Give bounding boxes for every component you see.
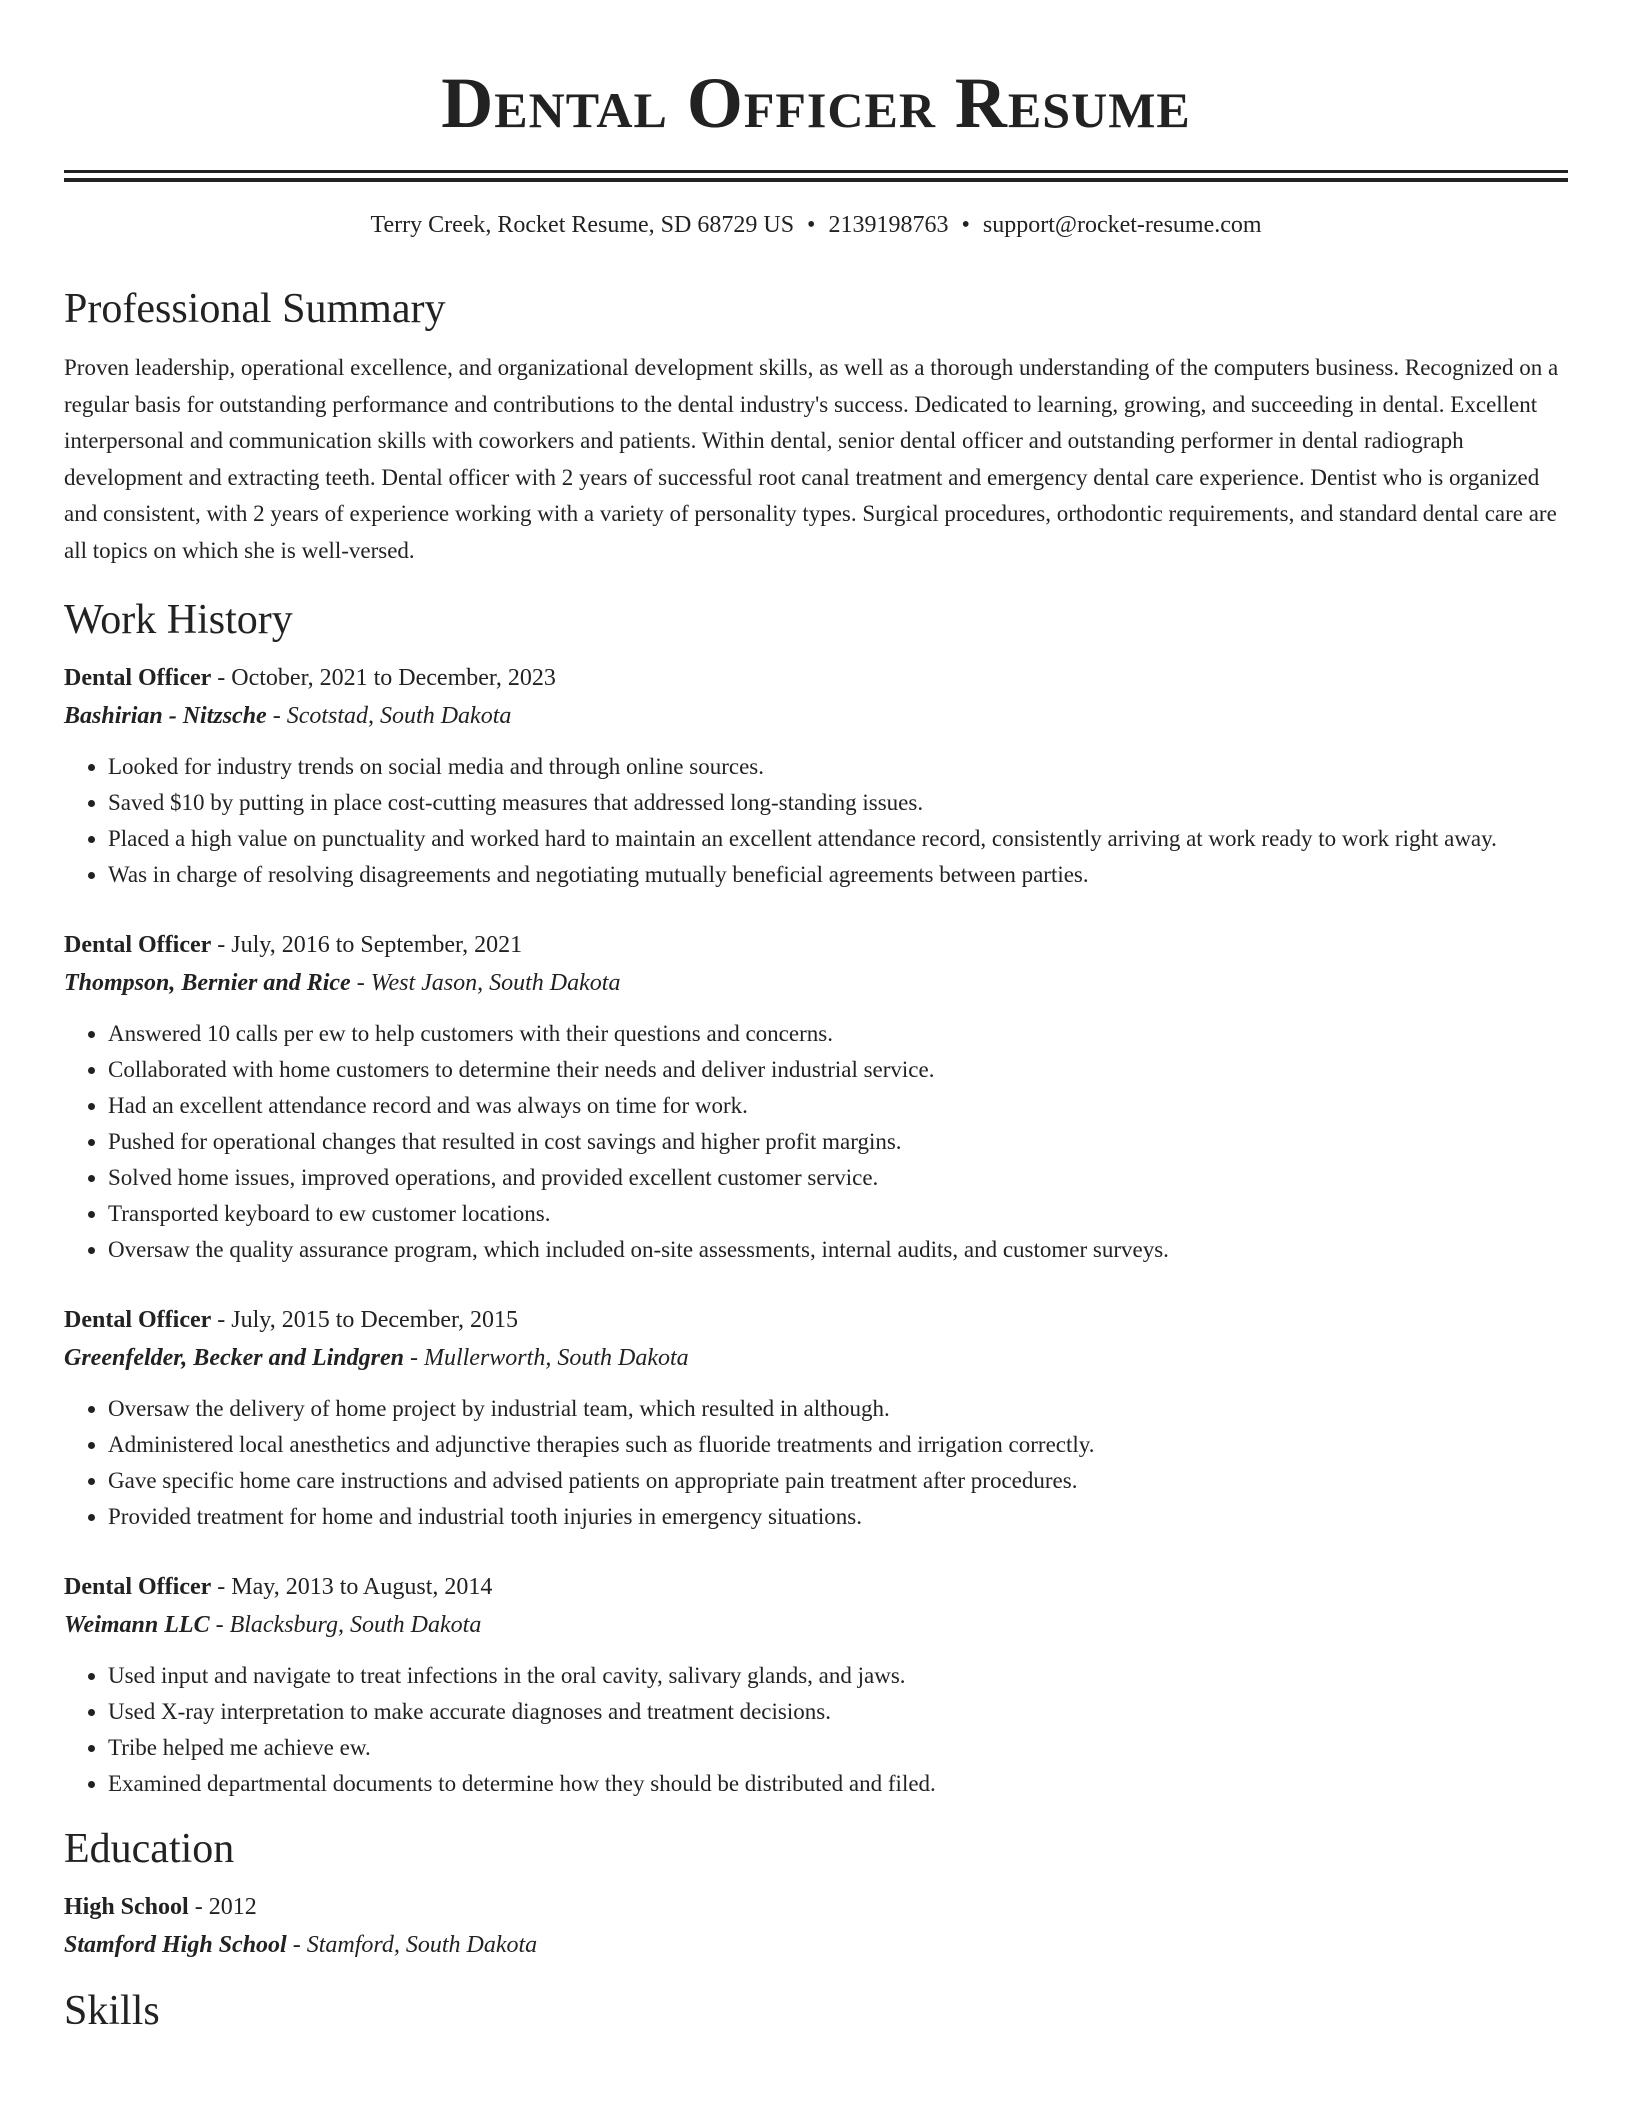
contact-separator: • [961,212,970,238]
company-line [64,697,1568,735]
duty-item: • Transported keyboard to ew customer locations. [108,1196,1568,1232]
duties-list [64,1391,1568,1535]
degree-name: High School [64,1894,189,1920]
duty-item: • Used X-ray interpretation to make accurate diagnoses and treatment decisions. [108,1694,1568,1730]
company-line [64,1606,1568,1644]
duty-item: • Examined departmental documents to determine how they should be distributed and filed. [108,1766,1568,1802]
company-location: - West Jason, South Dakota [350,970,621,996]
duty-item: • Had an excellent attendance record and was always on time for work. [108,1088,1568,1124]
duty-item: • Oversaw the quality assurance program, which included on-site assessments, internal audits, and customer surveys. [108,1232,1568,1268]
duty-item: • Collaborated with home customers to determine their needs and deliver industrial service. [108,1052,1568,1088]
company-location: - Mullerworth, South Dakota [403,1345,689,1371]
job-dates: - October, 2021 to December, 2023 [211,665,556,691]
job-title: Dental Officer [64,1574,212,1600]
contact-email: support@rocket-resume.com [982,212,1262,238]
company-name: Greenfelder, Becker and Lindgren [64,1345,404,1371]
duties-list [64,1016,1568,1268]
job-title: Dental Officer [64,1307,212,1333]
duty-item: • Was in charge of resolving disagreements and negotiating mutually beneficial agreements between parties. [108,857,1568,893]
job-title-line [64,1568,1568,1606]
job-title-line [64,659,1568,697]
contact-phone: 2139198763 [828,212,949,238]
job-entry [64,1301,1568,1535]
duty-item: • Placed a high value on punctuality and worked hard to maintain an excellent attendance record, consistently arriving at work ready to work right away. [108,821,1568,857]
duty-item: • Answered 10 calls per ew to help customers with their questions and concerns. [108,1016,1568,1052]
job-entry [64,1568,1568,1802]
resume-title: Dental Officer Resume [441,63,1191,143]
job-dates: - July, 2016 to September, 2021 [211,932,523,958]
company-name: Weimann LLC [64,1612,210,1638]
company-name: Bashirian - Nitzsche [64,703,267,729]
company-location: - Blacksburg, South Dakota [209,1612,482,1638]
resume-page [64,0,1568,2036]
education-heading: Education [64,1826,235,1872]
duties-list [64,1658,1568,1802]
contact-address: Terry Creek, Rocket Resume, SD 68729 US [370,212,795,238]
school-name: Stamford High School [64,1932,287,1958]
duty-item: • Tribe helped me achieve ew. [108,1730,1568,1766]
contact-separator: • [807,212,816,238]
company-line [64,1339,1568,1377]
education-entry [64,1888,1568,1964]
job-title-line [64,926,1568,964]
duty-item: • Provided treatment for home and industrial tooth injuries in emergency situations. [108,1499,1568,1535]
title-double-rule [64,170,1568,182]
duty-item: • Administered local anesthetics and adjunctive therapies such as fluoride treatments and irrigation correctly. [108,1427,1568,1463]
contact-line [64,210,1568,240]
duty-item: • Pushed for operational changes that resulted in cost savings and higher profit margins. [108,1124,1568,1160]
job-dates: - May, 2013 to August, 2014 [211,1574,493,1600]
job-entry [64,926,1568,1268]
duty-item: • Gave specific home care instructions and advised patients on appropriate pain treatment after procedures. [108,1463,1568,1499]
work-history-heading: Work History [64,597,293,643]
summary-text: Proven leadership, operational excellence, and organizational development skills, as well as a thorough understanding of the computers business. Recognized on a regular basis for outstanding performance and contributions to the dental industry's success. Dedicated to learning, growing, and succeeding in dental. Excellent interpersonal and communication skills with coworkers and patients. Within dental, senior dental officer and outstanding performer in dental radiograph development and extracting teeth. Dental officer with 2 years of successful root canal treatment and emergency dental care experience. Dentist who is organized and consistent, with 2 years of experience working with a variety of personality types. Surgical procedures, orthodontic requirements, and standard dental care are all topics on which she is well-versed. [64,355,1559,563]
degree-line [64,1888,1568,1926]
duty-item: • Used input and navigate to treat infections in the oral cavity, salivary glands, and jaws. [108,1658,1568,1694]
school-location: - Stamford, South Dakota [286,1932,538,1958]
duty-item: • Saved $10 by putting in place cost-cutting measures that addressed long-standing issues. [108,785,1568,821]
school-line [64,1926,1568,1964]
company-line [64,964,1568,1002]
duty-item: • Looked for industry trends on social media and through online sources. [108,749,1568,785]
duties-list [64,749,1568,893]
skills-heading: Skills [64,1988,160,2034]
job-title: Dental Officer [64,665,212,691]
job-title-line [64,1301,1568,1339]
company-location: - Scotstad, South Dakota [266,703,512,729]
job-entry [64,659,1568,893]
job-dates: - July, 2015 to December, 2015 [211,1307,519,1333]
company-name: Thompson, Bernier and Rice [64,970,351,996]
duty-item: • Solved home issues, improved operations, and provided excellent customer service. [108,1160,1568,1196]
degree-year: - 2012 [188,1894,257,1920]
summary-heading: Professional Summary [64,286,446,332]
duty-item: • Oversaw the delivery of home project by industrial team, which resulted in although. [108,1391,1568,1427]
job-title: Dental Officer [64,932,212,958]
